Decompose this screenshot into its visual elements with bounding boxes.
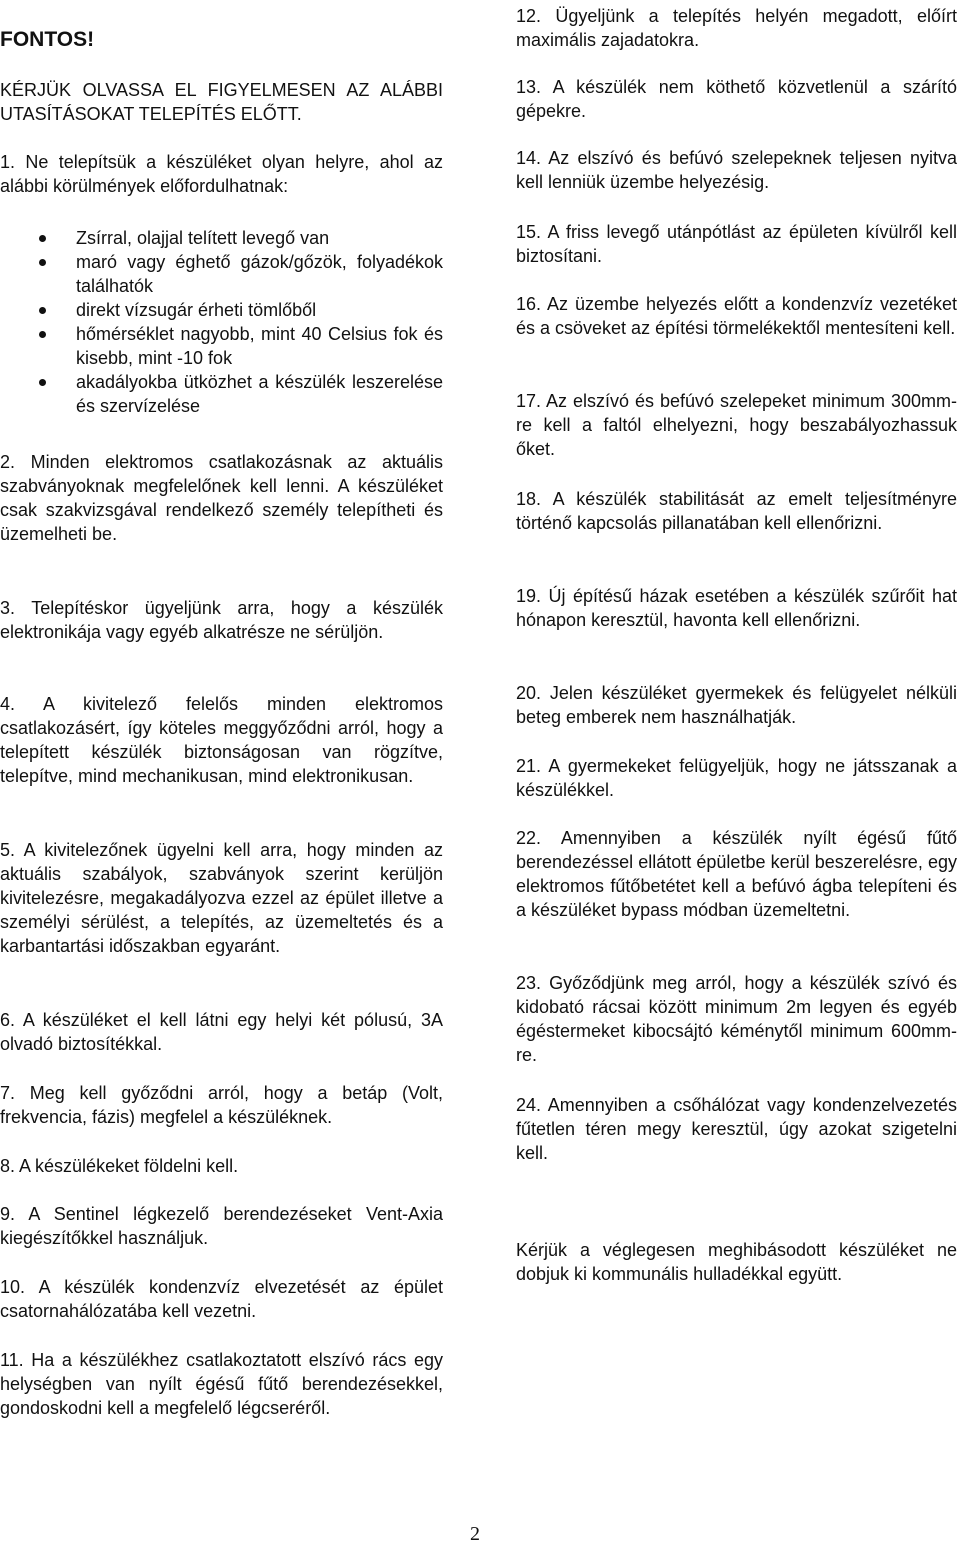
instruction-item-18: 18. A készülék stabilitását az emelt teljesítményre történő kapcsolás pillanatában kell ellenőrizni. <box>516 489 957 533</box>
instruction-item-8: 8. A készülékeket földelni kell. <box>0 1156 239 1176</box>
instruction-item-9: 9. A Sentinel légkezelő berendezéseket Vent-Axia kiegészítőkkel használjuk. <box>0 1204 443 1248</box>
instruction-item-7: 7. Meg kell győződni arról, hogy a betáp (Volt, frekvencia, fázis) megfelel a készüléknek. <box>0 1083 443 1127</box>
instruction-item-23: 23. Győződjünk meg arról, hogy a készülék szívó és kidobató rácsai között minimum 2m legyen és egyéb égéstermeket kibocsájtó kéménytől minimum 600mm-re. <box>516 973 957 1065</box>
condition-bullet: akadályokba ütközhet a készülék leszerelése és szervízelése <box>0 370 443 418</box>
disposal-note: Kérjük a véglegesen meghibásodott készüléket ne dobjuk ki kommunális hulladékkal együtt. <box>516 1240 957 1284</box>
instruction-item-3: 3. Telepítéskor ügyeljünk arra, hogy a készülék elektronikája vagy egyéb alkatrésze ne sérüljön. <box>0 598 443 642</box>
instruction-item-24: 24. Amennyiben a csőhálózat vagy kondenzelvezetés fűtetlen téren megy keresztül, úgy azokat szigetelni kell. <box>516 1095 957 1163</box>
instruction-item-1: 1. Ne telepítsük a készüléket olyan helyre, ahol az alábbi körülmények előfordulhatnak: <box>0 152 443 196</box>
condition-bullet: direkt vízsugár érheti tömlőből <box>0 298 443 322</box>
instruction-item-6: 6. A készüléket el kell látni egy helyi két pólusú, 3A olvadó biztosítékkal. <box>0 1010 443 1054</box>
page-number: 2 <box>470 1523 480 1545</box>
intro-warning: KÉRJÜK OLVASSA EL FIGYELMESEN AZ ALÁBBI UTASÍTÁSOKAT TELEPÍTÉS ELŐTT. <box>0 80 443 124</box>
instruction-item-4: 4. A kivitelező felelős minden elektromos csatlakozásért, így köteles meggyőződni arról, hogy a telepített készülék biztonságosan van rögzítve, telepítve, mind mechanikusan, mind elektronikusan. <box>0 694 443 786</box>
instruction-item-21: 21. A gyermekeket felügyeljük, hogy ne játsszanak a készülékkel. <box>516 756 957 800</box>
instruction-item-13: 13. A készülék nem köthető közvetlenül a szárító gépekre. <box>516 77 957 121</box>
condition-list <box>0 226 443 418</box>
instruction-item-17: 17. Az elszívó és befúvó szelepeket minimum 300mm-re kell a faltól elhelyezni, hogy beszabályozhassuk őket. <box>516 391 957 459</box>
instruction-item-10: 10. A készülék kondenzvíz elvezetését az épület csatornahálózatába kell vezetni. <box>0 1277 443 1321</box>
condition-bullet: Zsírral, olajjal telített levegő van <box>0 226 443 250</box>
condition-bullet: maró vagy éghető gázok/gőzök, folyadékok találhatók <box>0 250 443 298</box>
instruction-item-5: 5. A kivitelezőnek ügyelni kell arra, hogy minden az aktuális szabályok, szabványok szerint kerüljön kivitelezésre, megakadályozva ezzel az épület illetve a személyi sérülést, a telepítés, az üzemeltetés és a karbantartási időszakban egyaránt. <box>0 840 443 956</box>
instruction-item-11: 11. Ha a készülékhez csatlakoztatott elszívó rács egy helységben van nyílt égésű fűtő berendezésekkel, gondoskodni kell a megfelelő légcseréről. <box>0 1350 443 1418</box>
instruction-item-2: 2. Minden elektromos csatlakozásnak az aktuális szabványoknak megfelelőnek kell lenni. A készüléket csak szakvizsgával rendelkező személy telepítheti és üzemelheti be. <box>0 452 443 544</box>
instruction-item-12: 12. Ügyeljünk a telepítés helyén megadott, előírt maximális zajadatokra. <box>516 6 957 50</box>
page-title: FONTOS! <box>0 28 95 51</box>
condition-bullet: hőmérséklet nagyobb, mint 40 Celsius fok és kisebb, mint -10 fok <box>0 322 443 370</box>
instruction-item-14: 14. Az elszívó és befúvó szelepeknek teljesen nyitva kell lenniük üzembe helyezésig. <box>516 148 957 192</box>
instruction-item-16: 16. Az üzembe helyezés előtt a kondenzvíz vezetéket és a csöveket az építési törmelékektől mentesíteni kell. <box>516 294 957 338</box>
instruction-item-20: 20. Jelen készüléket gyermekek és felügyelet nélküli beteg emberek nem használhatják. <box>516 683 957 727</box>
instruction-item-15: 15. A friss levegő utánpótlást az épületen kívülről kell biztosítani. <box>516 222 957 266</box>
instruction-item-19: 19. Új építésű házak esetében a készülék szűrőit hat hónapon keresztül, havonta kell ellenőrizni. <box>516 586 957 630</box>
instruction-item-22: 22. Amennyiben a készülék nyílt égésű fűtő berendezéssel ellátott épületbe kerül beszerelésre, egy elektromos fűtőbetétet kell a befúvó ágba telepíteni és a készüléket bypass módban üzemeltetni. <box>516 828 957 920</box>
